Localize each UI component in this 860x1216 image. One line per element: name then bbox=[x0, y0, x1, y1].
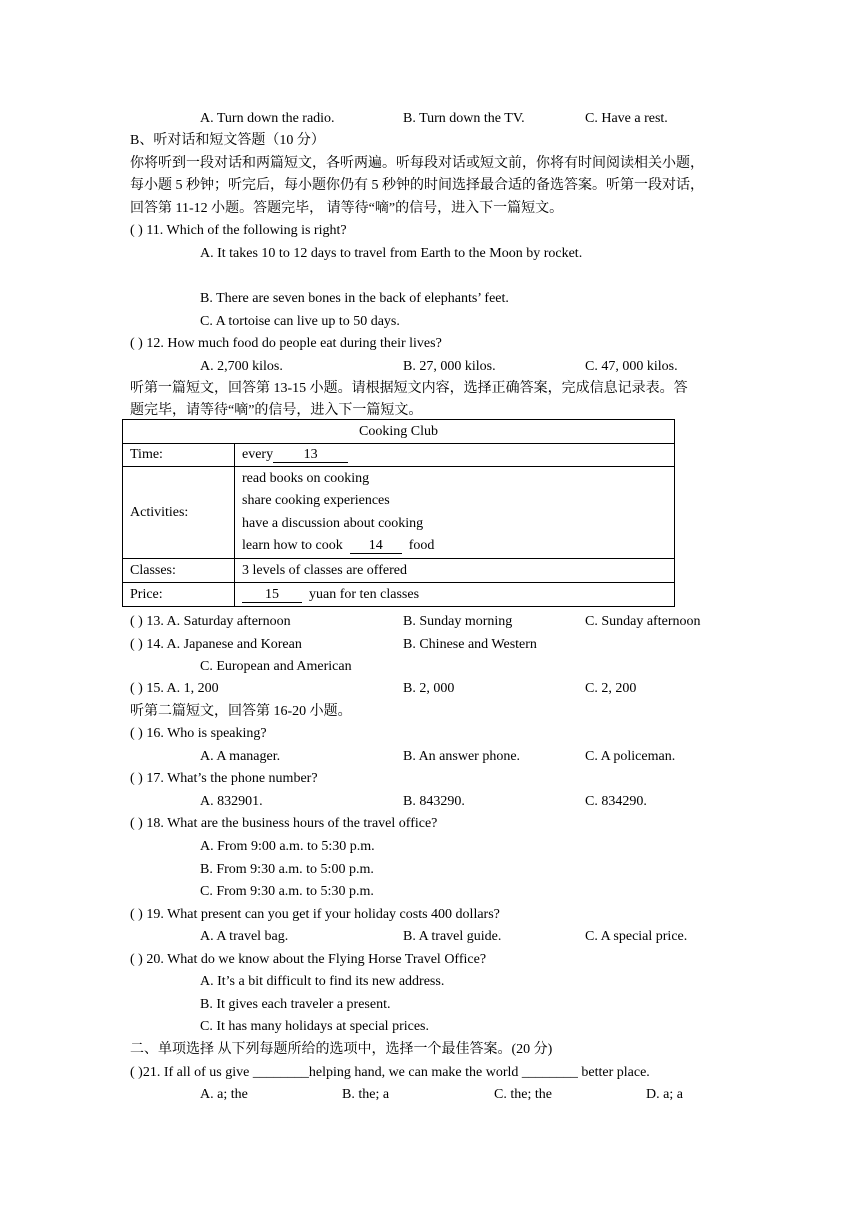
q18-option-a: A. From 9:00 a.m. to 5:30 p.m. bbox=[200, 839, 375, 854]
q12-option-c: C. 47, 000 kilos. bbox=[585, 359, 678, 374]
blank-13[interactable]: 13 bbox=[273, 447, 348, 463]
classes-label: Classes: bbox=[123, 559, 235, 583]
q15-option-c: C. 2, 200 bbox=[585, 681, 637, 696]
activity-item: share cooking experiences bbox=[242, 493, 390, 508]
q11-option-c: C. A tortoise can live up to 50 days. bbox=[200, 314, 400, 329]
activities-label: Activities: bbox=[123, 467, 235, 559]
q17-option-a: A. 832901. bbox=[200, 794, 263, 809]
q20-option-a: A. It’s a bit difficult to find its new address. bbox=[200, 974, 445, 989]
q11-option-b: B. There are seven bones in the back of elephants’ feet. bbox=[200, 291, 509, 306]
q12-option-b: B. 27, 000 kilos. bbox=[403, 359, 496, 374]
q18-option-b: B. From 9:30 a.m. to 5:00 p.m. bbox=[200, 862, 374, 877]
section-b-instruction-1: 你将听到一段对话和两篇短文，各听两遍。听每段对话或短文前，你将有时间阅读相关小题， bbox=[130, 156, 704, 171]
activity-item: learn how to cook 14 food bbox=[242, 538, 435, 553]
price-value: 15 yuan for ten classes bbox=[235, 583, 675, 607]
q20-stem: 20. What do we know about the Flying Horse Travel Office? bbox=[146, 952, 487, 967]
q21-option-b: B. the; a bbox=[342, 1087, 390, 1102]
q14-option-c: C. European and American bbox=[200, 659, 352, 674]
q20-answer-paren[interactable]: ( ) 20. What do we know about the Flying Horse Travel Office? bbox=[130, 952, 487, 967]
q20-option-c: C. It has many holidays at special prices. bbox=[200, 1019, 429, 1034]
passage1-instruction-2: 题完毕，请等待“嘀”的信号，进入下一篇短文。 bbox=[130, 403, 423, 418]
q14-option-b: B. Chinese and Western bbox=[403, 637, 537, 652]
q10-option-b: B. Turn down the TV. bbox=[403, 111, 525, 126]
section-b-instruction-3: 回答第 11-12 小题。答题完毕， 请等待“嘀”的信号，进入下一篇短文。 bbox=[130, 201, 564, 216]
q13-answer-paren[interactable]: ( ) 13. A. Saturday afternoon bbox=[130, 614, 291, 629]
blank-15[interactable]: 15 bbox=[242, 587, 302, 603]
q11-answer-paren[interactable]: ( ) 11. Which of the following is right? bbox=[130, 223, 347, 238]
q15-stem: 15. A. 1, 200 bbox=[146, 681, 219, 696]
q12-option-a: A. 2,700 kilos. bbox=[200, 359, 283, 374]
q16-stem: 16. Who is speaking? bbox=[146, 726, 267, 741]
q21-option-d: D. a; a bbox=[646, 1087, 683, 1102]
time-value: every 13 bbox=[235, 444, 675, 467]
q18-option-c: C. From 9:30 a.m. to 5:30 p.m. bbox=[200, 884, 374, 899]
cooking-club-table bbox=[122, 419, 675, 607]
q17-option-c: C. 834290. bbox=[585, 794, 647, 809]
q11-option-a: A. It takes 10 to 12 days to travel from Earth to the Moon by rocket. bbox=[200, 246, 583, 261]
q14-stem: 14. A. Japanese and Korean bbox=[146, 637, 302, 652]
classes-value: 3 levels of classes are offered bbox=[235, 559, 675, 583]
q19-stem: 19. What present can you get if your holiday costs 400 dollars? bbox=[146, 907, 500, 922]
activity-item: read books on cooking bbox=[242, 470, 370, 486]
q21-stem: 21. If all of us give ________helping hand, we can make the world ________ better place. bbox=[142, 1065, 650, 1080]
table-title: Cooking Club bbox=[123, 420, 675, 444]
passage1-instruction-1: 听第一篇短文，回答第 13-15 小题。请根据短文内容，选择正确答案，完成信息记录表。答 bbox=[130, 381, 688, 396]
section-2-heading: 二、单项选择 从下列每题所给的选项中，选择一个最佳答案。(20 分) bbox=[130, 1042, 553, 1057]
q14-answer-paren[interactable]: ( ) 14. A. Japanese and Korean bbox=[130, 637, 302, 652]
q19-option-b: B. A travel guide. bbox=[403, 929, 502, 944]
q18-stem: 18. What are the business hours of the travel office? bbox=[146, 816, 438, 831]
activity-item: have a discussion about cooking bbox=[242, 515, 424, 531]
section-b-heading: B、听对话和短文答题（10 分） bbox=[130, 133, 325, 148]
q13-stem: 13. A. Saturday afternoon bbox=[146, 614, 291, 629]
q10-option-c: C. Have a rest. bbox=[585, 111, 668, 126]
price-label: Price: bbox=[123, 583, 235, 607]
q12-answer-paren[interactable]: ( ) 12. How much food do people eat during their lives? bbox=[130, 336, 442, 351]
q19-option-c: C. A special price. bbox=[585, 929, 688, 944]
q19-option-a: A. A travel bag. bbox=[200, 929, 289, 944]
q13-option-c: C. Sunday afternoon bbox=[585, 614, 701, 629]
q10-option-a: A. Turn down the radio. bbox=[200, 111, 335, 126]
q13-option-b: B. Sunday morning bbox=[403, 614, 513, 629]
q21-option-a: A. a; the bbox=[200, 1087, 248, 1102]
q18-answer-paren[interactable]: ( ) 18. What are the business hours of the travel office? bbox=[130, 816, 438, 831]
section-b-instruction-2: 每小题 5 秒钟；听完后，每小题你仍有 5 秒钟的时间选择最合适的备选答案。听第一段对话， bbox=[130, 178, 704, 193]
passage2-instruction: 听第二篇短文，回答第 16-20 小题。 bbox=[130, 704, 352, 719]
q12-stem: 12. How much food do people eat during their lives? bbox=[146, 336, 442, 351]
q11-stem: 11. Which of the following is right? bbox=[146, 223, 347, 238]
q20-option-b: B. It gives each traveler a present. bbox=[200, 997, 391, 1012]
q21-option-c: C. the; the bbox=[494, 1087, 552, 1102]
q16-option-b: B. An answer phone. bbox=[403, 749, 521, 764]
activities-value bbox=[235, 467, 675, 559]
q16-answer-paren[interactable]: ( ) 16. Who is speaking? bbox=[130, 726, 267, 741]
q16-option-a: A. A manager. bbox=[200, 749, 281, 764]
q15-option-b: B. 2, 000 bbox=[403, 681, 455, 696]
q17-option-b: B. 843290. bbox=[403, 794, 465, 809]
q19-answer-paren[interactable]: ( ) 19. What present can you get if your holiday costs 400 dollars? bbox=[130, 907, 500, 922]
blank-14[interactable]: 14 bbox=[350, 538, 402, 554]
q17-stem: 17. What’s the phone number? bbox=[146, 771, 318, 786]
q21-answer-paren[interactable]: ( )21. If all of us give ________helping hand, we can make the world ________ better place. bbox=[130, 1065, 650, 1080]
q17-answer-paren[interactable]: ( ) 17. What’s the phone number? bbox=[130, 771, 318, 786]
time-label: Time: bbox=[123, 444, 235, 467]
q15-answer-paren[interactable]: ( ) 15. A. 1, 200 bbox=[130, 681, 219, 696]
q16-option-c: C. A policeman. bbox=[585, 749, 676, 764]
